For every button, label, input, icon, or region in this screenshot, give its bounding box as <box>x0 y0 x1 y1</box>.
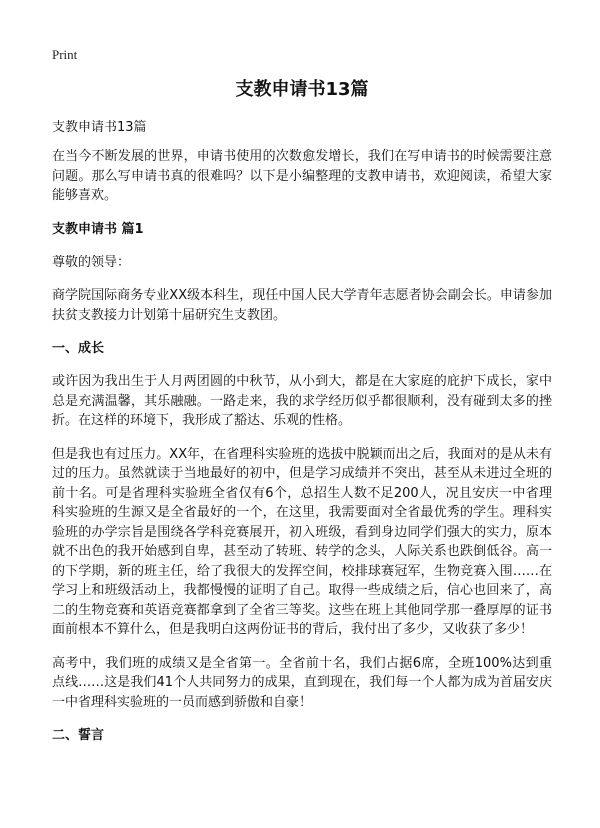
paragraph-growth-3: 高考中，我们班的成绩又是全省第一。全省前十名，我们占据6席，全班100%达到重点线……这是我们41个人共同努力的成果，直到现在，我们每一个人都为成为首届安庆一中省理科实验班的一员而感到骄傲和自豪！ <box>52 655 552 710</box>
document-body <box>52 78 552 759</box>
document-subtitle: 支教申请书13篇 <box>52 120 147 135</box>
paragraph-growth-2: 但是我也有过压力。XX年，在省理科实验班的选拔中脱颖而出之后，我面对的是从未有过的压力。虽然就读于当地最好的初中，但是学习成绩并不突出，甚至从未进过全班的前十名。可是省理科实验班全省仅有6个，总招生人数不足200人，况且安庆一中省理科实验班的生源又是全省最好的一个，在这里，我需要面对全省最优秀的学生。理科实验班的办学宗旨是围绕各学科竞赛展开，初入班级，看到身边同学们强大的实力，原本就不出色的我开始感到自卑，甚至动了转班、转学的念头，人际关系也跌倒低谷。高一的下学期，新的班主任，给了我很大的发挥空间，校排球赛冠军，生物竞赛入围……在学习上和班级活动上，我都慢慢的证明了自己。取得一些成绩之后，信心也回来了，高二的生物竞赛和英语竞赛都拿到了全省三等奖。这些在班上其他同学那一叠厚厚的证书面前根本不算什么，但是我明白这两份证书的背后，我付出了多少，又收获了多少！ <box>52 446 552 637</box>
document-title: 支教申请书13篇 <box>235 79 369 100</box>
greeting: 尊敬的领导： <box>52 254 131 270</box>
print-link[interactable]: Print <box>52 47 78 62</box>
intro-paragraph: 在当今不断发展的世界，申请书使用的次数愈发增长，我们在写申请书的时候需要注意问题。那么写申请书真的很难吗？以下是小编整理的支教申请书，欢迎阅读，希望大家能够喜欢。 <box>52 149 552 203</box>
section-heading-1: 支教申请书 篇1 <box>52 221 144 237</box>
heading-growth: 一、成长 <box>52 341 105 356</box>
paragraph-introduction: 商学院国际商务专业XX级本科生，现任中国人民大学青年志愿者协会副会长。申请参加扶贫支教接力计划第十届研究生支教团。 <box>52 288 552 323</box>
paragraph-growth-1: 或许因为我出生于人月两团圆的中秋节，从小到大，都是在大家庭的庇护下成长，家中总是充满温馨，其乐融融。一路走来，我的求学经历似乎都很顺利，没有碰到太多的挫折。在这样的环境下，我形成了豁达、乐观的性格。 <box>52 374 552 428</box>
heading-oath: 二、誓言 <box>52 728 105 743</box>
